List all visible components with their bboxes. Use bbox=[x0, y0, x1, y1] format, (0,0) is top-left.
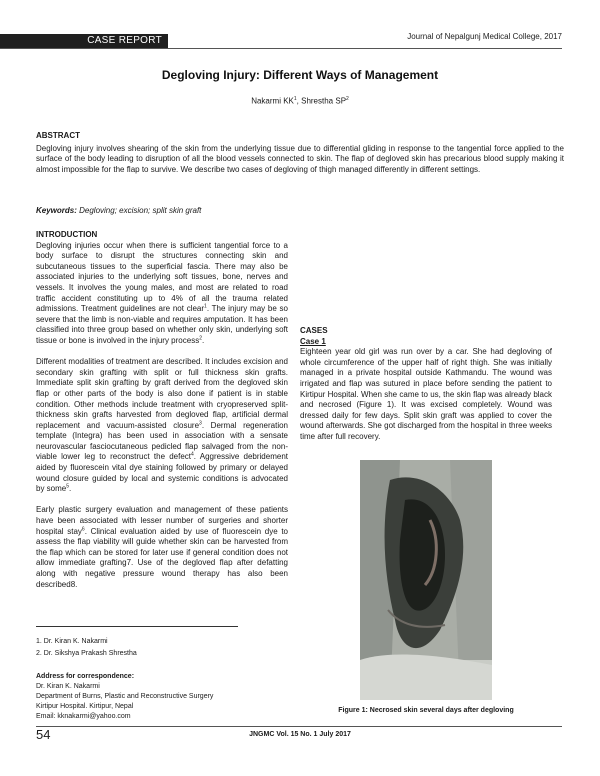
abstract-section bbox=[36, 131, 564, 175]
text-run: . bbox=[69, 484, 72, 494]
text-run: Early plastic surgery evaluation and management of these patients have been associated with lesser number of surgeries and shorter hospital stay bbox=[36, 505, 288, 536]
address-email: Email: kknakarmi@yahoo.com bbox=[36, 713, 131, 720]
text-run: Degloving injuries occur when there is sufficient tangential force to a body surface to disrupt the structures connecting skin and subcutaneous tissues to the superficial fascia. There may also be associated injuries to the underlying soft tissues, bone, nerves and vessels. It involves the young males, and most are related to road traffic accident constituting up to 4% of all the trauma related admissions. Treatment guidelines are not clear bbox=[36, 240, 288, 314]
wound-illustration bbox=[360, 460, 492, 700]
intro-paragraph-1 bbox=[36, 241, 288, 347]
right-column bbox=[300, 326, 552, 453]
footnote-divider bbox=[36, 626, 238, 627]
citation: 1 bbox=[204, 303, 207, 310]
page-number: 54 bbox=[36, 727, 51, 742]
left-column bbox=[36, 230, 288, 601]
text-run: . Aggressive debridement aided by fluorescein vital dye staining followed by primary or delayed wound closure guided by local and systemic conditions is advocated by some bbox=[36, 452, 288, 494]
correspondence-address bbox=[36, 672, 213, 722]
keywords-line bbox=[36, 206, 201, 215]
footer-journal-issue: JNGMC Vol. 15 No. 1 July 2017 bbox=[249, 731, 351, 738]
text-run: . Clinical evaluation aided by use of fluorescein dye to assess the flap viability will guide whether skin can be harvested from the flap which can be stored for later use if general condition does not allow immediate grafting7. Use of the degloved flap after defatting along with negative pressure wound therapy has also been described8. bbox=[36, 526, 289, 589]
footer-divider bbox=[36, 726, 562, 727]
citation: 2 bbox=[199, 335, 202, 342]
address-hospital: Kirtipur Hospital. Kirtipur, Nepal bbox=[36, 703, 134, 710]
citation: 3 bbox=[199, 420, 202, 427]
article-title: Degloving Injury: Different Ways of Management bbox=[161, 68, 439, 82]
section-label-band bbox=[0, 34, 168, 48]
journal-name: Journal of Nepalgunj Medical College, 2017 bbox=[407, 32, 562, 41]
keywords-label: Keywords: bbox=[36, 206, 77, 215]
citation: 5 bbox=[66, 483, 70, 490]
section-label: CASE REPORT bbox=[87, 35, 162, 46]
figure-1-caption: Figure 1: Necrosed skin several days after degloving bbox=[338, 707, 514, 714]
author-separator: , bbox=[296, 96, 302, 106]
author-name: Shrestha SP bbox=[301, 96, 347, 106]
authors-line bbox=[0, 96, 600, 106]
abstract-heading: ABSTRACT bbox=[36, 131, 80, 140]
text-run: . Dermal regeneration template (Integra) has been used in association with a sensate neurovascular fasciocutaneous pedicled flap salvaged from the non-viable lower leg to reconstruct the defect bbox=[36, 420, 288, 462]
footnotes bbox=[36, 636, 137, 659]
keywords-text: Degloving; excision; split skin graft bbox=[76, 206, 202, 215]
intro-paragraph-3 bbox=[36, 505, 288, 590]
case-1-heading: Case 1 bbox=[300, 336, 326, 346]
text-run: . bbox=[201, 335, 205, 345]
author-affiliation: 1 bbox=[293, 96, 297, 102]
case-1-text: Eighteen year old girl was run over by a car. She had degloving of whole circumference of the upper half of right thigh. She was initially managed in a private hospital outside Kathmandu. The wound was irrigated and flap was sutured in place before sending the patient to Kirtipur Hospital. When she came to us, the skin flap was already black and necrosed (Figure 1). It was excised completely. Wound was dressed daily for few days. Split skin graft was applied to cover the wound afterwards. She got discharged from the hospital in three weeks time after full recovery. bbox=[300, 347, 552, 441]
citation: 6 bbox=[81, 525, 85, 532]
cases-heading: CASES bbox=[300, 326, 328, 335]
address-department: Department of Burns, Plastic and Reconstructive Surgery bbox=[36, 693, 214, 700]
text-run: Different modalities of treatment are described. It includes excision and secondary skin grafting with split or full thickness skin grafts. Immediate split skin grafting by graft derived from the degloved skin flap or other parts of the body is also done if patient is in stable condition. Other methods include treatment with cryopreserved split-thickness skin grafts harvested from degloved flap, artificial dermal replacement and vacuum-assisted closure bbox=[36, 357, 288, 430]
footnote-2: 2. Dr. Sikshya Prakash Shrestha bbox=[36, 649, 137, 657]
address-name: Dr. Kiran K. Nakarmi bbox=[36, 683, 100, 690]
author-affiliation: 2 bbox=[346, 96, 349, 102]
author-name: Nakarmi KK bbox=[251, 96, 294, 106]
header-divider bbox=[0, 48, 562, 49]
abstract-text: Degloving injury involves shearing of the skin from the underlying tissue due to differential gliding in response to the tangential force applied to the surface of the body leading to disruption of all the blood vessels connected to skin. The flap of degloved skin has precarious blood supply making it almost impossible for the flap to survive. We describe two cases of degloving of thigh managed differently in different settings. bbox=[36, 143, 564, 174]
citation: 4 bbox=[191, 451, 194, 458]
address-label: Address for correspondence: bbox=[36, 673, 135, 680]
footnote-1: 1. Dr. Kiran K. Nakarmi bbox=[36, 638, 108, 645]
text-run: . The injury may be so severe that the limb is non-viable and requires amputation. It has been classified into three group based on whether only skin, underlying soft tissue or bone is involved in the injury process bbox=[36, 304, 288, 345]
intro-paragraph-2 bbox=[36, 357, 288, 495]
figure-1-image bbox=[360, 460, 492, 700]
introduction-heading: INTRODUCTION bbox=[36, 230, 98, 239]
